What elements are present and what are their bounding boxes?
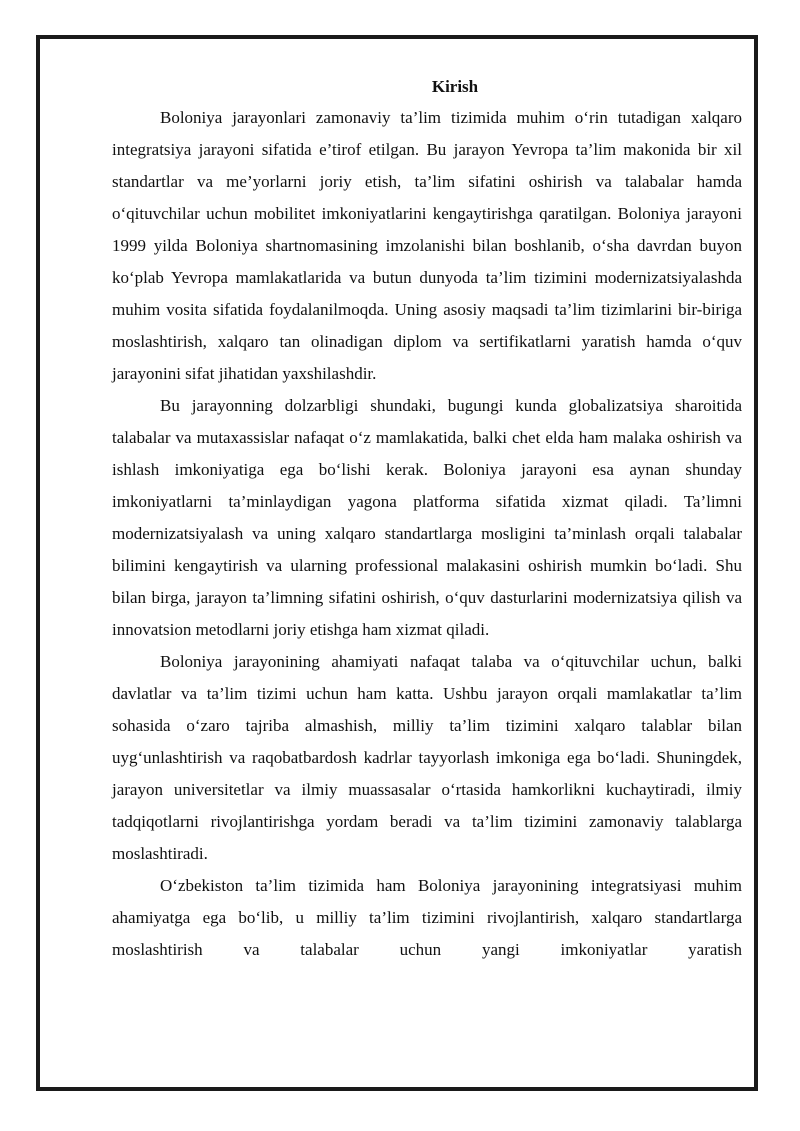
- paragraph-1: Boloniya jarayonlari zamonaviy ta’lim tizimida muhim o‘rin tutadigan xalqaro integratsiya jarayoni sifatida e’tirof etilgan. Bu jarayon Yevropa ta’lim makonida bir xil standartlar va me’yorlarni joriy etish, ta’lim sifatini oshirish va talabalar hamda o‘qituvchilar uchun mobilitet imkoniyatlarini kengaytirishga qaratilgan. Boloniya jarayoni 1999 yilda Boloniya shartnomasining imzolanishi bilan boshlanib, o‘sha davrdan buyon ko‘plab Yevropa mamlakatlarida va butun dunyoda ta’lim tizimini modernizatsiyalashda muhim vosita sifatida foydalanilmoqda. Uning asosiy maqsadi ta’lim tizimlarini bir-biriga moslashtirish, xalqaro tan olinadigan diplom va sertifikatlarni yaratish hamda o‘quv jarayonini sifat jihatidan yaxshilashdir.: [112, 108, 742, 383]
- document-body: [112, 72, 742, 966]
- paragraph-4: O‘zbekiston ta’lim tizimida ham Boloniya jarayonining integratsiyasi muhim ahamiyatga ega bo‘lib, u milliy ta’lim tizimini rivojlantirish, xalqaro standartlarga moslashtirish va talabalar uchun yangi imkoniyatlar yaratish: [112, 876, 742, 959]
- document-title: Kirish: [431, 77, 479, 96]
- paragraph-3: Boloniya jarayonining ahamiyati nafaqat talaba va o‘qituvchilar uchun, balki davlatlar va ta’lim tizimi uchun ham katta. Ushbu jarayon orqali mamlakatlar ta’lim sohasida o‘zaro tajriba almashish, milliy ta’lim tizimini xalqaro talablar bilan uyg‘unlashtirish va raqobatbardosh kadrlar tayyorlash imkoniga ega bo‘ladi. Shuningdek, jarayon universitetlar va ilmiy muassasalar o‘rtasida hamkorlikni kuchaytiradi, ilmiy tadqiqotlarni rivojlantirishga yordam beradi va ta’lim tizimini zamonaviy talablarga moslashtiradi.: [112, 652, 742, 863]
- paragraph-2: Bu jarayonning dolzarbligi shundaki, bugungi kunda globalizatsiya sharoitida talabalar va mutaxassislar nafaqat o‘z mamlakatida, balki chet elda ham malaka oshirish va ishlash imkoniyatiga ega bo‘lishi kerak. Boloniya jarayoni esa aynan shunday imkoniyatlarni ta’minlaydigan yagona platforma sifatida xizmat qiladi. Ta’limni modernizatsiyalash va uning xalqaro standartlarga mosligini ta’minlash orqali talabalar bilimini kengaytirish va ularning professional malakasini oshirish mumkin bo‘ladi. Shu bilan birga, jarayon ta’limning sifatini oshirish, o‘quv dasturlarini modernizatsiya qilish va innovatsion metodlarni joriy etishga ham xizmat qiladi.: [112, 396, 742, 639]
